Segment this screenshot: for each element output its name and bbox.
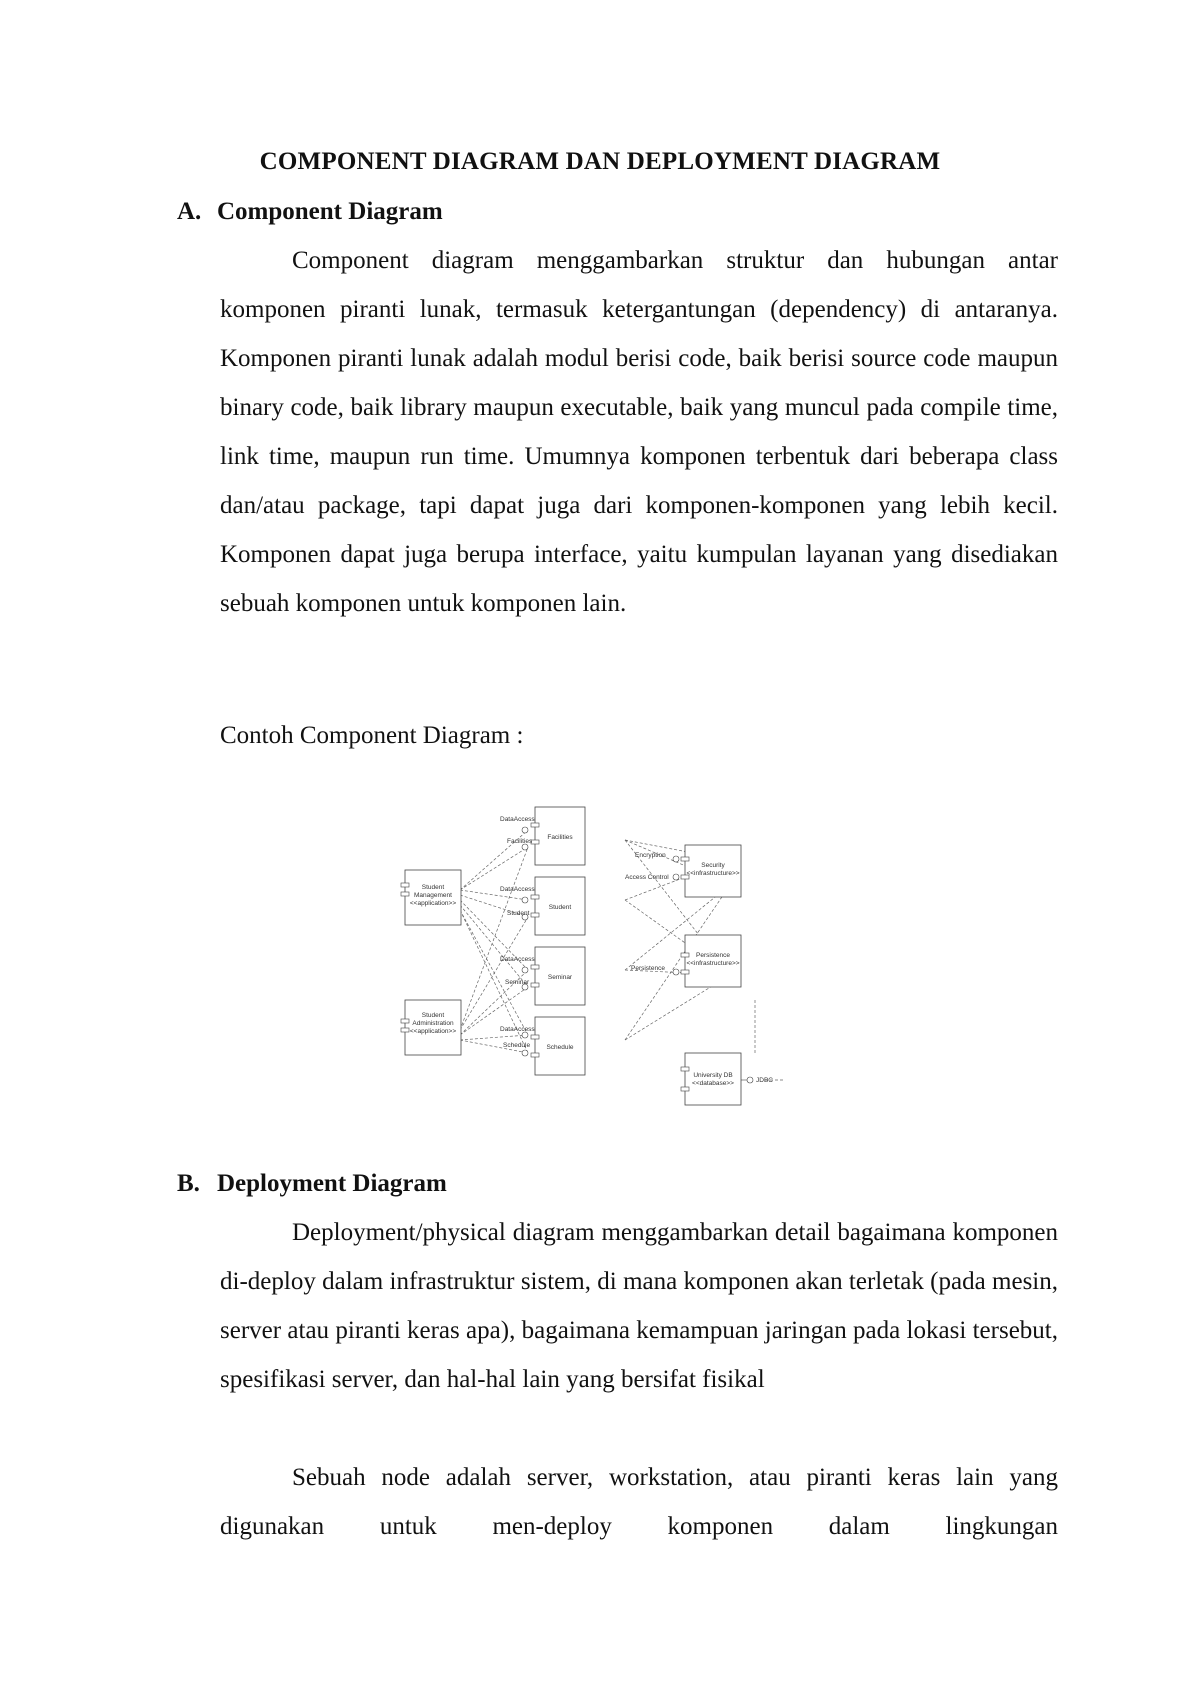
- student-management-label-3: <<application>>: [409, 900, 457, 907]
- facilities-data-access-label: DataAccess: [500, 816, 535, 823]
- facilities-label: Facilities: [547, 834, 573, 841]
- student-management-label-1: Student: [421, 884, 445, 891]
- component-student-management: [401, 870, 461, 925]
- component-student-administration: [401, 1000, 461, 1055]
- component-diagram-figure: [395, 795, 810, 1110]
- component-university-db: [681, 1053, 773, 1105]
- schedule-data-access-label: DataAccess: [500, 1026, 535, 1033]
- student-administration-label-1: Student: [421, 1012, 445, 1019]
- component-student: [500, 877, 585, 935]
- section-a-paragraph: Component diagram menggambarkan struktur dan hubungan antar komponen piranti lunak, termasuk ketergantungan (dependency) di antaranya. Komponen piranti lunak adalah modul berisi code, baik berisi source code maupun binary code, baik library maupun executable, baik yang muncul pada compile time, link time, maupun run time. Umumnya komponen terbentuk dari beberapa class dan/atau package, tapi dapat juga dari komponen-komponen yang lebih kecil. Komponen dapat juga berupa interface, yaitu kumpulan layanan yang disediakan sebuah komponen untuk komponen lain.: [220, 247, 1058, 617]
- section-b-paragraph-1: Deployment/physical diagram menggambarkan detail bagaimana komponen di-deploy dalam infrastruktur sistem, di mana komponen akan terletak (pada mesin, server atau piranti keras apa), bagaimana kemampuan jaringan pada lokasi tersebut, spesifikasi server, dan hal-hal lain yang bersifat fisikal: [220, 1219, 1058, 1393]
- section-b-heading: [177, 1170, 447, 1198]
- student-administration-label-2: Administration: [412, 1020, 454, 1027]
- university-db-label-2: <<database>>: [692, 1080, 734, 1087]
- seminar-data-access-label: DataAccess: [500, 956, 535, 963]
- security-access-control-label: Access Control: [625, 874, 669, 881]
- security-label-1: Security: [701, 862, 725, 869]
- security-label-2: <<infrastructure>>: [686, 870, 740, 877]
- component-seminar: [500, 947, 585, 1005]
- component-security: [625, 845, 741, 897]
- schedule-label: Schedule: [546, 1044, 574, 1051]
- document-title: COMPONENT DIAGRAM DAN DEPLOYMENT DIAGRAM: [259, 148, 941, 175]
- student-label: Student: [548, 904, 572, 911]
- section-a-number: A.: [177, 198, 202, 225]
- persistence-label-2: <<infrastructure>>: [686, 960, 740, 967]
- student-data-access-label: DataAccess: [500, 886, 535, 893]
- persistence-label-1: Persistence: [696, 952, 730, 959]
- university-db-label-1: University DB: [693, 1072, 733, 1079]
- section-a-heading: [177, 198, 443, 226]
- persistence-interface-label: Persistence: [631, 965, 665, 972]
- student-management-label-2: Management: [414, 892, 452, 899]
- seminar-label: Seminar: [547, 974, 573, 981]
- section-b-number: B.: [177, 1170, 200, 1197]
- security-encryption-label: Encryption: [635, 852, 666, 859]
- section-a-title: Component Diagram: [217, 198, 443, 225]
- schedule-interface-label: Schedule: [503, 1042, 531, 1049]
- seminar-interface-label: Seminar: [505, 979, 530, 986]
- example-caption: Contoh Component Diagram :: [220, 722, 524, 749]
- facilities-interface-label: Facilities: [507, 838, 533, 845]
- student-interface-label: Student: [507, 910, 530, 917]
- student-administration-label-3: <<application>>: [409, 1028, 457, 1035]
- component-persistence: [631, 935, 741, 987]
- db-jdbc-label: JDBC: [756, 1077, 773, 1084]
- component-schedule: [500, 1017, 585, 1075]
- section-b-title: Deployment Diagram: [217, 1170, 447, 1197]
- section-b-paragraph-2: Sebuah node adalah server, workstation, atau piranti keras lain yang digunakan untuk men-deploy komponen dalam lingkungan: [220, 1464, 1058, 1540]
